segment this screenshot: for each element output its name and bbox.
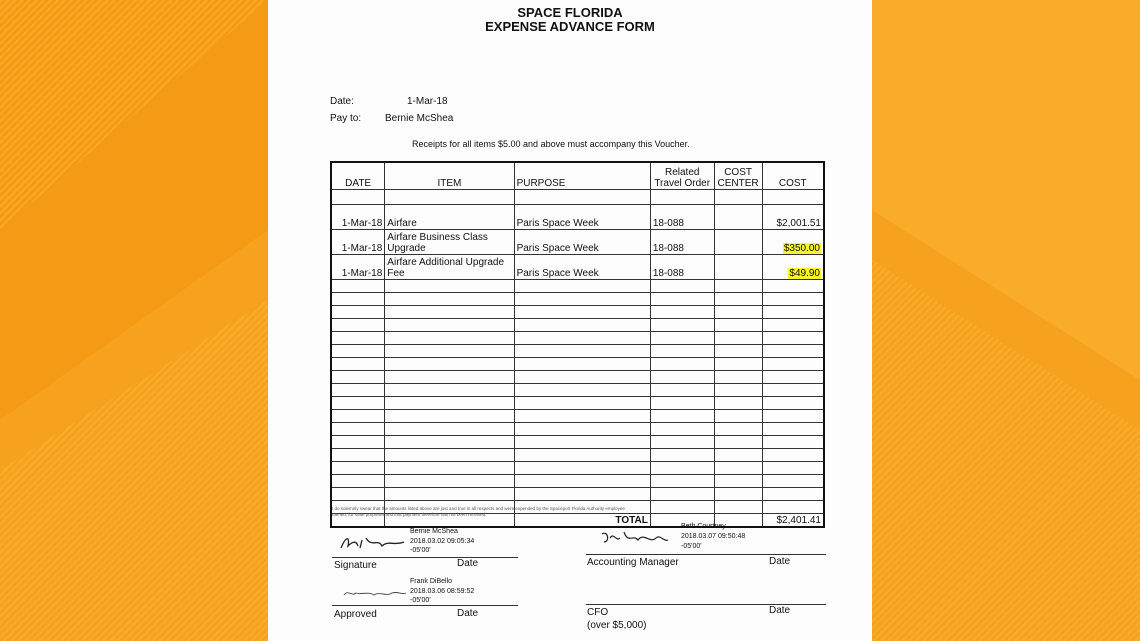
- empty-row: [331, 345, 824, 358]
- row-purpose: Paris Space Week: [514, 255, 650, 280]
- approved-signer-name: Frank DiBello: [410, 578, 453, 585]
- empty-row: [331, 449, 824, 462]
- table-header-row: [331, 162, 824, 190]
- row-item: [385, 205, 514, 230]
- cfo-sublabel: (over $5,000): [587, 620, 647, 631]
- accounting-signer-timestamp: 2018.03.07 09:50:48: [681, 533, 746, 540]
- accounting-signature-icon: [600, 528, 670, 550]
- row-travel-order: 18-088: [650, 205, 714, 230]
- header-cost: COST: [762, 162, 824, 190]
- receipts-note: Receipts for all items $5.00 and above must accompany this Voucher.: [412, 139, 690, 149]
- empty-row: [331, 462, 824, 475]
- header-cost-center-1: COST: [724, 167, 752, 178]
- approved-signature-line: [332, 605, 518, 606]
- row-item-line-2: Fee: [387, 268, 405, 279]
- row-cost-center: [714, 205, 762, 230]
- row-date: 1-Mar-18: [331, 255, 385, 280]
- row-date: 1-Mar-18: [331, 230, 385, 255]
- row-travel-order: 18-088: [650, 230, 714, 255]
- approved-signer-timestamp: 2018.03.06 08:59:52: [410, 588, 475, 595]
- row-cost: [762, 230, 824, 255]
- expense-table: [330, 161, 825, 528]
- header-item: ITEM: [385, 162, 514, 190]
- empty-row: [331, 384, 824, 397]
- date-label: Date:: [330, 96, 354, 107]
- payto-value: Bernie McShea: [385, 113, 454, 124]
- row-item-line-1: Airfare Additional Upgrade: [387, 257, 505, 268]
- date-value: 1-Mar-18: [407, 96, 448, 107]
- empty-row: [331, 488, 824, 501]
- signature-label: Signature: [334, 560, 377, 571]
- approved-date-label: Date: [457, 608, 479, 619]
- total-value: $2,401.41: [762, 514, 824, 528]
- table-row: [331, 255, 824, 280]
- form-title: EXPENSE ADVANCE FORM: [485, 19, 655, 34]
- accounting-signer-tz: -05'00': [681, 543, 702, 550]
- row-cost: [762, 255, 824, 280]
- empty-row: [331, 306, 824, 319]
- row-travel-order: 18-088: [650, 255, 714, 280]
- employee-signer-timestamp: 2018.03.02 09:05:34: [410, 538, 475, 545]
- row-cost-center: [714, 230, 762, 255]
- header-travel-order-label: Travel Order: [654, 178, 711, 189]
- row-purpose: Paris Space Week: [514, 205, 650, 230]
- employee-signer-tz: -05'00': [410, 547, 431, 554]
- empty-row: [331, 293, 824, 306]
- header-cost-center-2: CENTER: [717, 178, 759, 189]
- org-title: SPACE FLORIDA: [517, 5, 623, 20]
- approved-signer-tz: -05'00': [410, 597, 431, 604]
- header-purpose: PURPOSE: [514, 162, 650, 190]
- empty-row: [331, 423, 824, 436]
- empty-row: [331, 475, 824, 488]
- row-item: [385, 230, 514, 255]
- accounting-signer-name: Beth Courtney: [681, 523, 726, 530]
- employee-signer-name: Bernie McShea: [410, 528, 458, 535]
- row-cost-value: $49.90: [789, 268, 820, 279]
- cfo-date-label: Date: [769, 605, 791, 616]
- approved-signature-icon: [342, 585, 408, 601]
- accounting-date-label: Date: [769, 556, 791, 567]
- row-purpose: Paris Space Week: [514, 230, 650, 255]
- row-cost-center: [714, 255, 762, 280]
- row-item-line-2: Upgrade: [387, 243, 426, 254]
- header-gap-row: [331, 190, 824, 205]
- empty-row: [331, 280, 824, 293]
- payto-label: Pay to:: [330, 113, 362, 124]
- row-item-line-1: Airfare Business Class: [387, 232, 488, 243]
- table-row: [331, 205, 824, 230]
- row-item-line-2: Airfare: [387, 218, 417, 229]
- empty-row: [331, 319, 824, 332]
- empty-row: [331, 397, 824, 410]
- total-label: TOTAL: [514, 514, 650, 528]
- header-date: DATE: [331, 162, 385, 190]
- empty-row: [331, 332, 824, 345]
- fine-print-line-1: I do solemnly swear that the amounts listed above are just and true in all respects and were expended by the Spaceport Florida Authority employee: [332, 506, 625, 511]
- approved-label: Approved: [334, 609, 377, 620]
- header-cost-center: [714, 162, 762, 190]
- employee-signature-line: [332, 557, 518, 558]
- empty-row: [331, 371, 824, 384]
- row-cost: [762, 205, 824, 230]
- fine-print-line-2: named, for state purposes and that payment therefore has not been received.: [332, 512, 487, 517]
- row-item: [385, 255, 514, 280]
- empty-row: [331, 436, 824, 449]
- accounting-signature-line: [586, 554, 826, 555]
- accounting-manager-label: Accounting Manager: [587, 557, 679, 568]
- employee-date-label: Date: [457, 558, 479, 569]
- empty-row: [331, 410, 824, 423]
- employee-signature-icon: [338, 534, 408, 554]
- row-cost-value: $2,001.51: [776, 218, 821, 229]
- row-cost-value: $350.00: [783, 243, 820, 254]
- header-related: Related: [664, 167, 700, 178]
- cfo-label: CFO: [587, 607, 609, 618]
- row-date: 1-Mar-18: [331, 205, 385, 230]
- header-travel-order: [650, 162, 714, 190]
- table-row: [331, 230, 824, 255]
- empty-row: [331, 358, 824, 371]
